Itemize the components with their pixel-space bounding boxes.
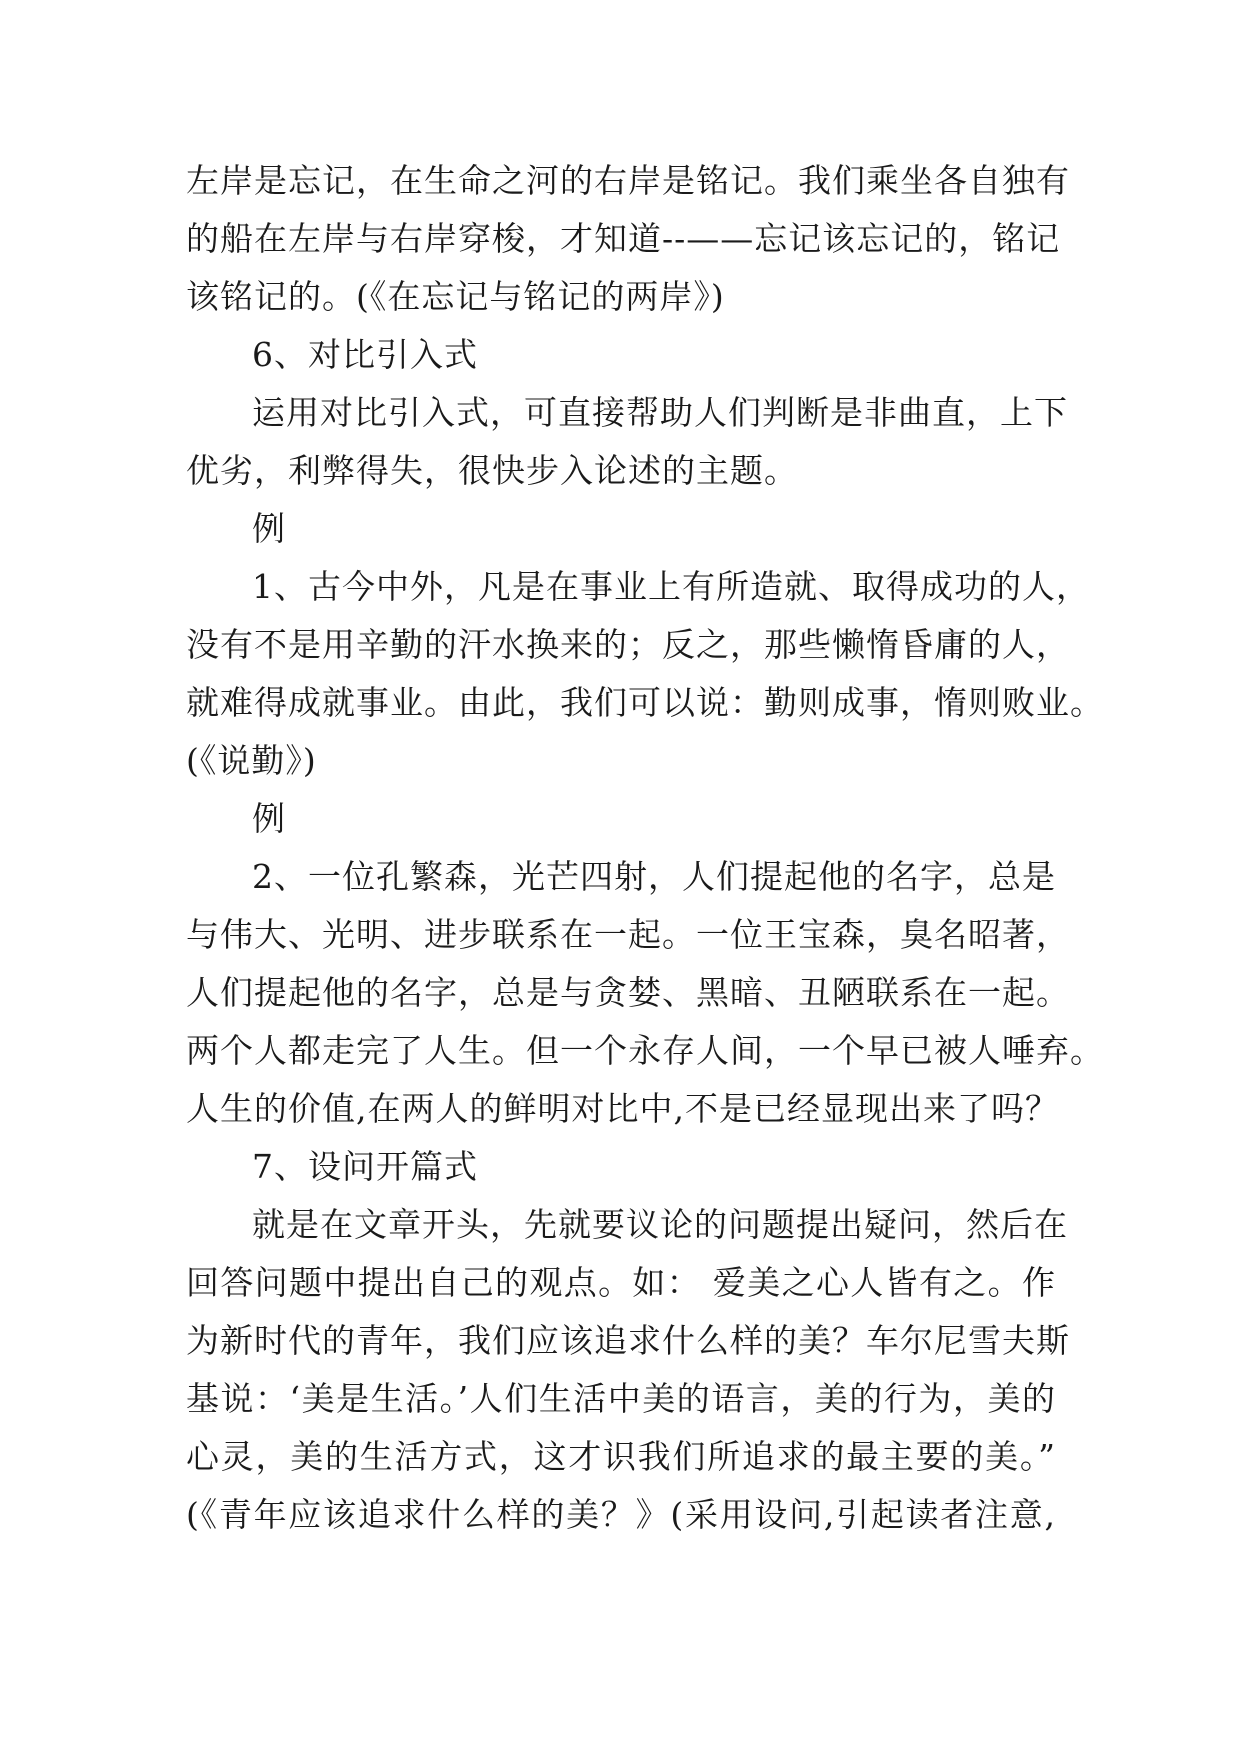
paragraph-line: 人们提起他的名字，总是与贪婪、黑暗、丑陋联系在一起。 <box>186 973 1070 1012</box>
paragraph-line: 1、古今中外，凡是在事业上有所造就、取得成功的人， <box>252 567 1090 606</box>
paragraph-line: 回答问题中提出自己的观点。如： 爱美之心人皆有之。作 <box>186 1263 1056 1302</box>
paragraph-line: 为新时代的青年，我们应该追求什么样的美？车尔尼雪夫斯 <box>186 1321 1070 1360</box>
paragraph-line: 心灵，美的生活方式，这才识我们所追求的最主要的美。” <box>186 1437 1056 1476</box>
paragraph-line: (《说勤》) <box>186 741 317 780</box>
paragraph-line: 优劣，利弊得失，很快步入论述的主题。 <box>186 451 798 490</box>
paragraph-line: 人生的价值,在两人的鲜明对比中,不是已经显现出来了吗？ <box>186 1089 1059 1128</box>
section-heading: 6、对比引入式 <box>252 335 478 374</box>
example-label: 例 <box>252 509 286 548</box>
paragraph-line: 左岸是忘记，在生命之河的右岸是铭记。我们乘坐各自独有 <box>186 161 1070 200</box>
paragraph-line: 基说：‘美是生活。’人们生活中美的语言，美的行为，美的 <box>186 1379 1056 1418</box>
document-page <box>186 152 1104 1544</box>
paragraph-line: 该铭记的。(《在忘记与铭记的两岸》) <box>186 277 725 316</box>
paragraph-line: 两个人都走完了人生。但一个永存人间，一个早已被人唾弃。 <box>186 1031 1104 1070</box>
paragraph-line: 运用对比引入式，可直接帮助人们判断是非曲直，上下 <box>252 393 1068 432</box>
paragraph-line: 2、一位孔繁森，光芒四射，人们提起他的名字，总是 <box>252 857 1056 896</box>
paragraph-line: 没有不是用辛勤的汗水换来的；反之，那些懒惰昏庸的人， <box>186 625 1070 664</box>
paragraph-line: 的船在左岸与右岸穿梭，才知道--——忘记该忘记的，铭记 <box>186 219 1061 258</box>
paragraph-line: 就是在文章开头，先就要议论的问题提出疑问，然后在 <box>252 1205 1068 1244</box>
paragraph-line: (《青年应该追求什么样的美？》(采用设问,引起读者注意, <box>186 1495 1056 1534</box>
example-label: 例 <box>252 799 286 838</box>
section-heading: 7、设问开篇式 <box>252 1147 478 1186</box>
paragraph-line: 就难得成就事业。由此，我们可以说：勤则成事，惰则败业。 <box>186 683 1104 722</box>
paragraph-line: 与伟大、光明、进步联系在一起。一位王宝森，臭名昭著， <box>186 915 1070 954</box>
